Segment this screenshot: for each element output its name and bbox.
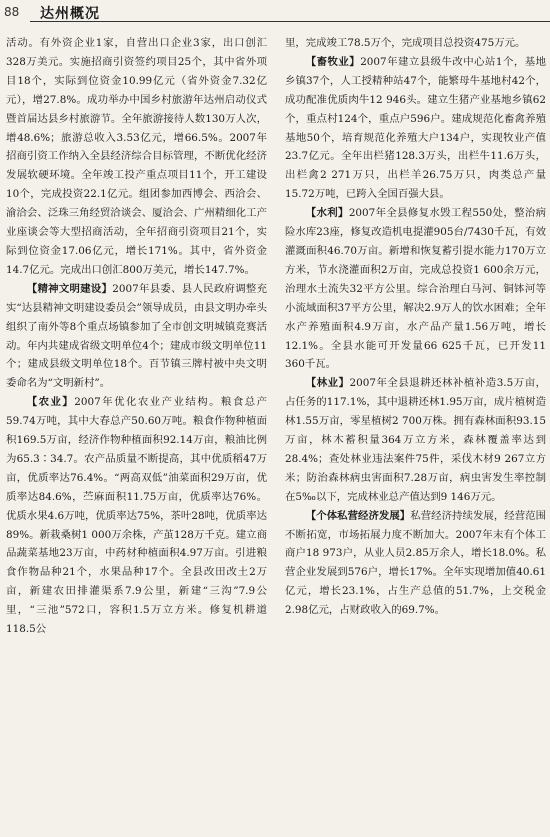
header-rule [30,21,550,22]
section-spiritual-civilization [6,280,267,393]
paragraph-investment [6,34,267,280]
paragraph-text: 2007年建立县级牛改中心站1个，基地乡镇37个，人工授精种站47个，能繁母牛基地村42个，成功配准优质肉牛12 946头。建立生猪产业基地乡镇62个，重点村124个，重点户596户。建成规范化畜禽养殖基地50个，培育规范化养殖大户134户，实现牧业产值23.7亿元。全年出栏猪128.3万头，出栏牛11.6万头，出栏禽2 271万只，出栏羊26.75万只，肉类总产量15.72万吨，已跨入全国百强大县。 [285,55,546,201]
paragraph-continuation [285,34,546,53]
paragraph-text: 2007年县委、县人民政府调整充实“达县精神文明建设委员会”领导成员，由县文明办牵头组织了南外等8个重点场镇参加了全市创文明城镇竞赛活动。年内共建成省级文明单位4个；建成市级文明单位11个；建成县级文明单位18个。百节镇三牌村被中央文明委命名为“文明新村”。 [6,282,267,390]
section-tag: 【水利】 [305,207,349,220]
section-agriculture [6,393,267,639]
running-title: 达州概况 [40,6,100,22]
paragraph-text: 私营经济持续发展，经营范围不断拓宽，市场拓展力度不断加大。2007年末有个体工商户18 973户，从业人员2.85万余人，增长18.0%。私营企业发展到576户，增长17%。全年实现增加值40.61亿元，增长23.1%，占生产总值的51.7%，上交税金2.98亿元，占财政收入的69.7%。 [285,509,547,617]
page-number: 88 [4,5,20,19]
paragraph-text: 里，完成竣工78.5万个，完成项目总投资475万元。 [285,37,526,49]
section-tag: 【个体私营经济发展】 [305,509,411,522]
section-animal-husbandry [285,53,546,204]
section-tag: 【精神文明建设】 [26,282,113,295]
section-tag: 【林业】 [305,377,350,390]
left-column [6,34,267,639]
paragraph-text: 2007年全县退耕还林补植补造3.5万亩，占任务的117.1%，其中退耕还林1.95万亩，成片植树造林1.55万亩，零星植树2 700万株。拥有森林面积93.15万亩，林木蓄积量364万立方米，森林覆盖率达到28.4%；查处林业违法案件75件，采伐木材9 267立方米；防治森林病虫害面积7.28万亩，病虫害发生率控制在5‰以下，完成林业总产值达到9 146万元。 [285,377,547,503]
paragraph-text: 2007年优化农业产业结构。粮食总产59.74万吨，其中大春总产50.60万吨。粮食作物种植面积169.5万亩，经济作物种植面积92.14万亩，粮油比例为65.3∶34.7。农产品质量不断提高，其中优质稻47万亩，优质率达76.4%。“两高双低”油菜面积29万亩，优质率达84.6%，苎麻面积11.75万亩，优质率达76%。优质水果4.6万吨，优质率达75%，茶叶28吨，优质率达89%。新栽桑树1 000万余株，产茧128万千克。建立商品蔬菜基地23万亩，中药材种植面积4.97万亩。引进粮食作物品种21个，水果品种17个。全县改田改土2万亩，新建农田排灌渠系7.9公里，新建“三沟”7.9公里，“三池”572口，容积1.5万立方米。修复机耕道118.5公 [6,396,267,636]
paragraph-text: 活动。有外资企业1家，自营出口企业3家，出口创汇328万美元。实施招商引资签约项目25个，其中省外项目18个，实际到位资金10.99亿元（省外资金7.32亿元），增27.8%。成功举办中国乡村旅游年达州启动仪式暨首届达县乡村旅游节。全年旅游接待人数130万人次，增48.6%；旅游总收入3.53亿元，增66.5%。2007年招商引资工作纳入全县经济综合目标管理，不断优化经济发展软硬环境。全年竣工投产重点项目11个，开工建设10个，完成投资22.1亿元。组团参加西博会、西洽会、渝洽会、泛珠三角经贸洽谈会、厦洽会、广州精细化工产业座谈会等大型招商活动，全年招商引资项目21个，实际到位资金17.06亿元，增长171%。其中，省外资金14.7亿元。完成出口创汇800万美元，增长147.7%。 [6,37,267,276]
right-column [285,34,546,620]
section-forestry [285,374,546,506]
page-header [0,0,550,24]
section-water-conservancy [285,204,546,374]
section-tag: 【畜牧业】 [305,55,361,68]
paragraph-text: 2007年全县修复水毁工程550处，整治病险水库23座，修复改造机电提灌905台/7430千瓦，有效灌溉面积46.70万亩。新增和恢复蓄引提水能力170万立方米，节水浇灌面积2万亩，完成总投资1 600余万元，治理水土流失32平方公里。综合治理白马河、铜钵河等小流域面积37平方公里，解决2.9万人的饮水困难；全年水产养殖面积4.9万亩，水产品产量1.56万吨，增长12.1%。全县水能可开发量66 625千瓦，已开发11 360千瓦。 [285,207,546,371]
section-private-economy [285,507,546,620]
section-tag: 【农业】 [26,396,75,409]
